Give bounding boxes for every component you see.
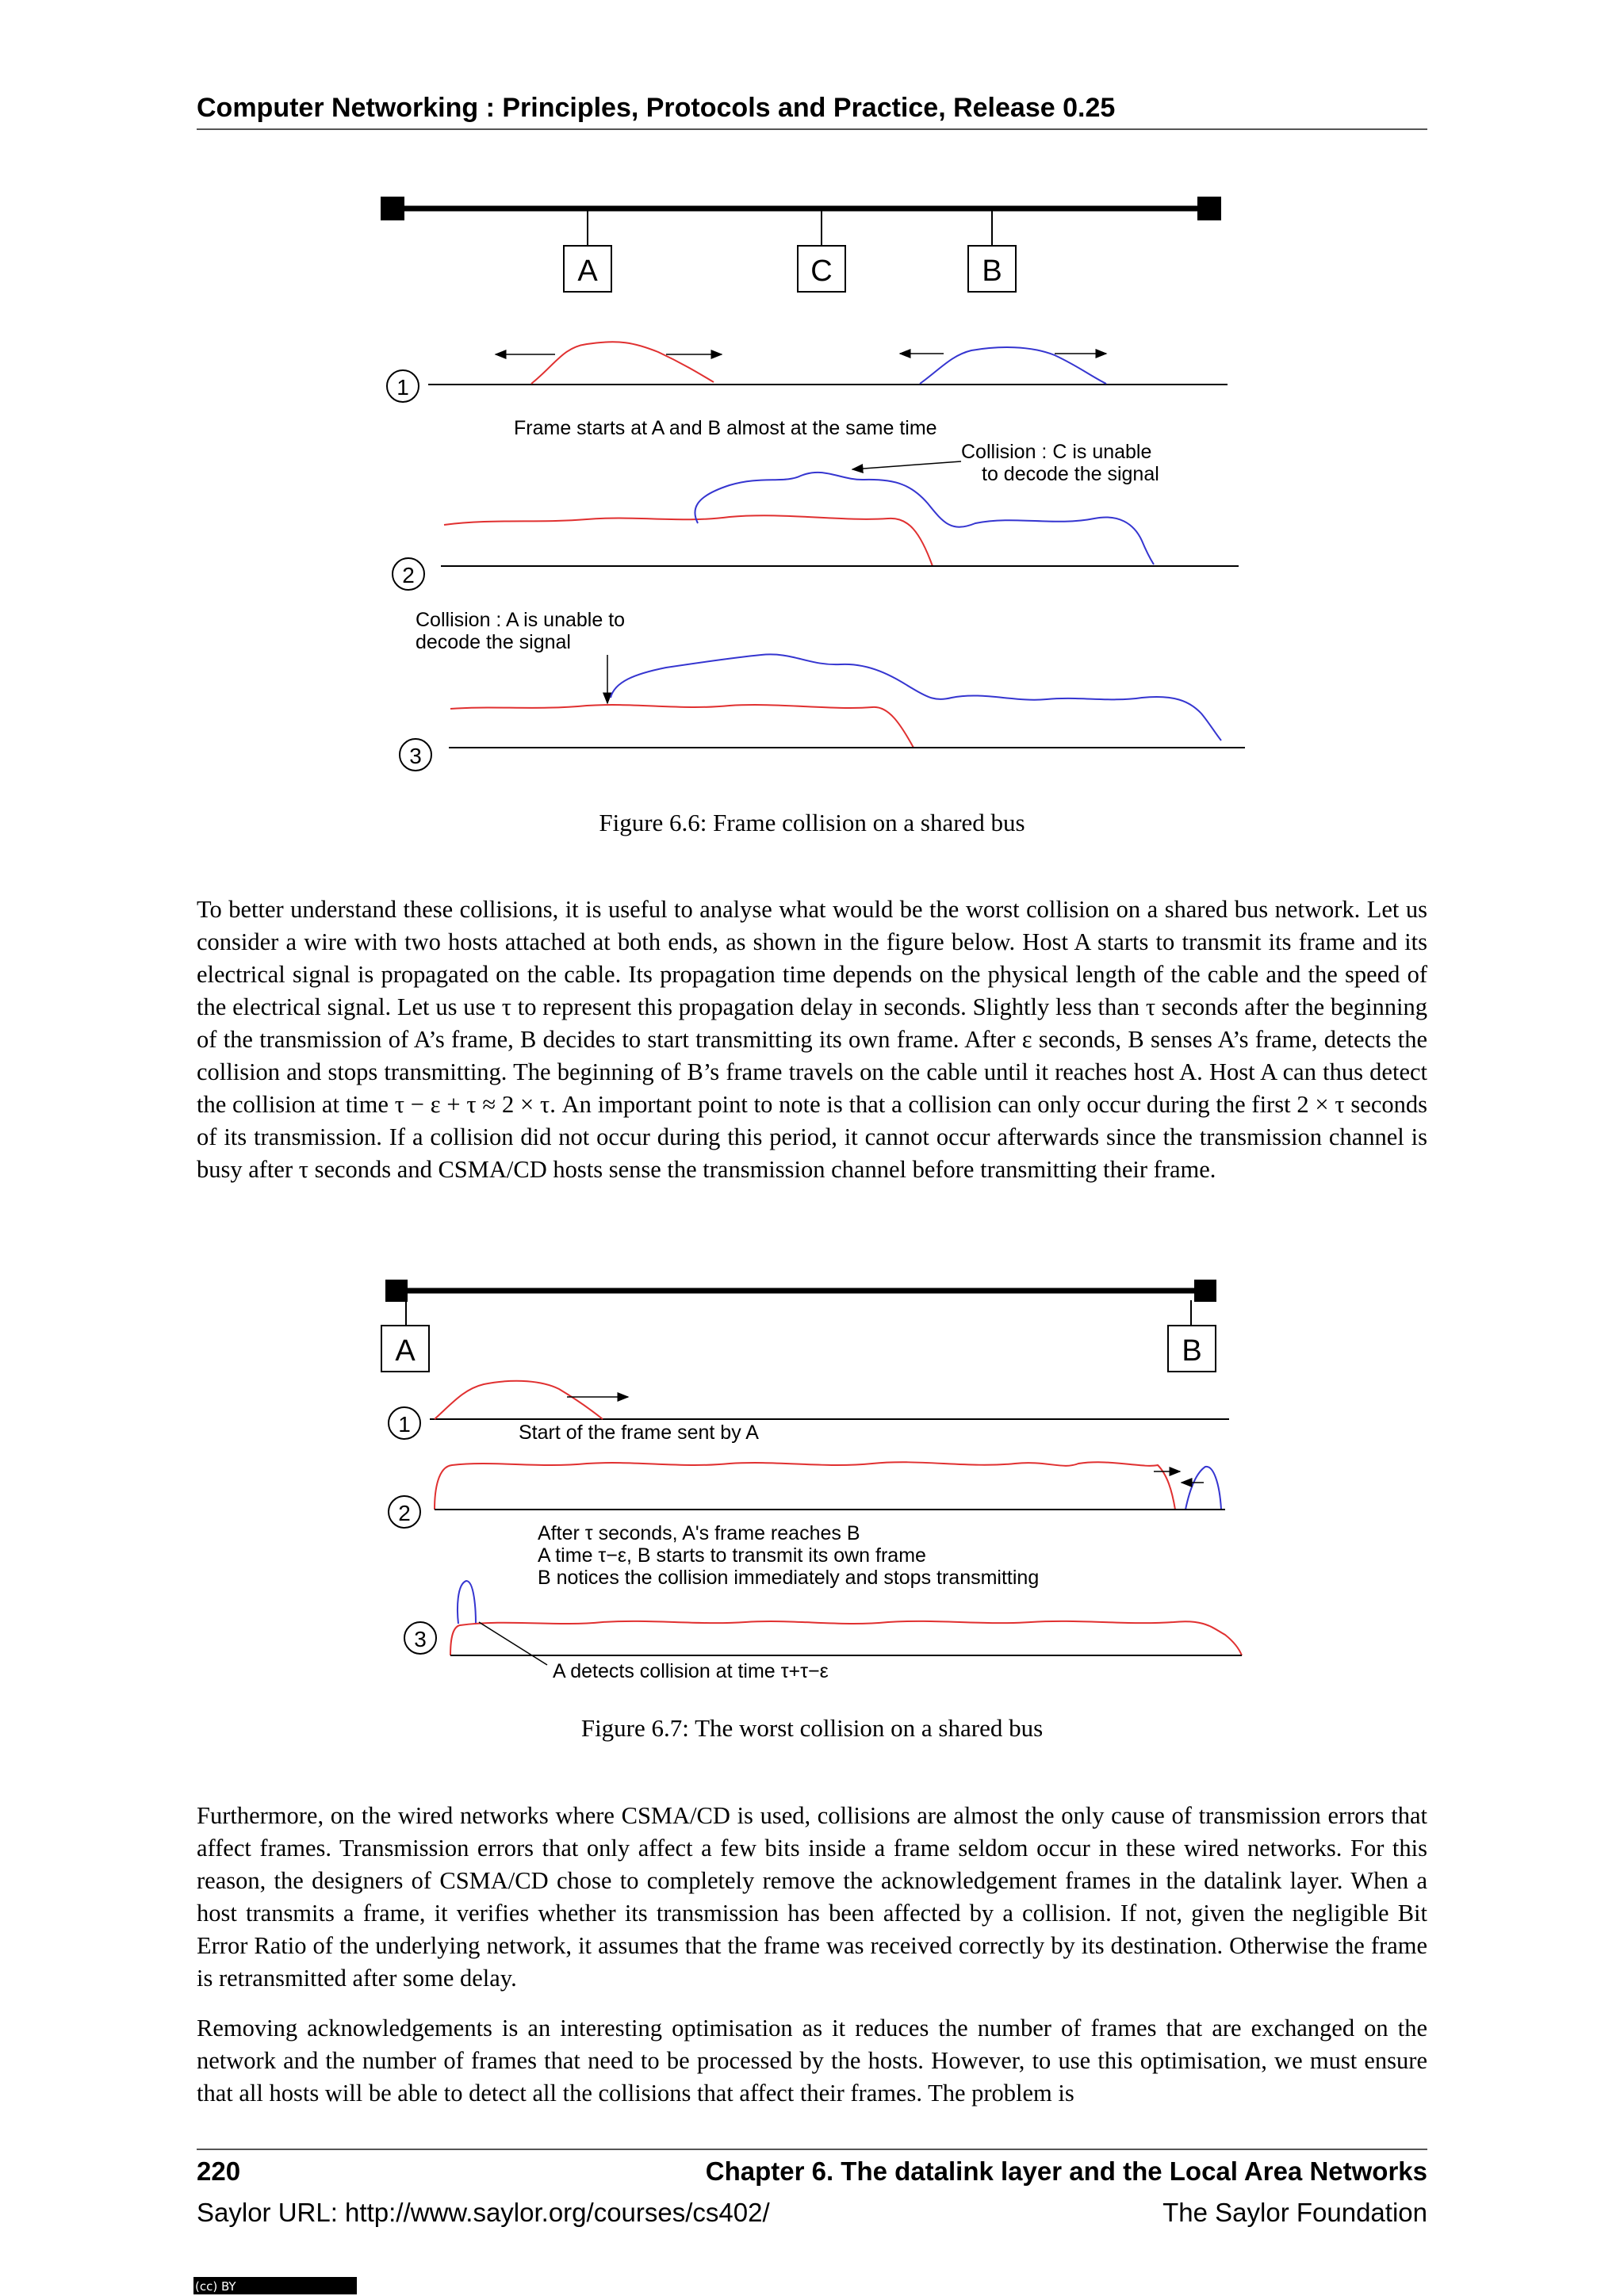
bus-terminator-left bbox=[381, 197, 404, 220]
host-c-label: C bbox=[810, 254, 833, 288]
chapter-title: Chapter 6. The datalink layer and the Local Area Networks bbox=[705, 2156, 1427, 2186]
host-a-box bbox=[564, 246, 611, 292]
footer-rule bbox=[197, 2149, 1427, 2150]
host-b-box bbox=[968, 246, 1016, 292]
saylor-url[interactable]: Saylor URL: http://www.saylor.org/courses/cs402/ bbox=[197, 2198, 770, 2227]
host-b-box-2 bbox=[1168, 1326, 1216, 1372]
label-a-unable-1: Collision : A is unable to bbox=[416, 609, 626, 631]
step-1 bbox=[387, 342, 1228, 439]
host-a-label: A bbox=[577, 254, 598, 288]
svg-text:3: 3 bbox=[414, 1627, 427, 1651]
figure-6-6-caption: Figure 6.6: Frame collision on a shared bus bbox=[599, 809, 1025, 836]
svg-text:2: 2 bbox=[402, 563, 415, 587]
step-2-b bbox=[389, 1462, 1225, 1589]
shared-bus-2 bbox=[385, 1280, 1216, 1326]
bus-terminator-right bbox=[1194, 1280, 1216, 1302]
label-b-notices: B notices the collision immediately and stops transmitting bbox=[538, 1567, 1040, 1589]
cc-license-badge[interactable] bbox=[193, 2277, 357, 2294]
frame-b-pulse bbox=[920, 347, 1106, 384]
label-c-unable-1: Collision : C is unable bbox=[961, 441, 1152, 463]
step-3 bbox=[400, 609, 1245, 771]
label-b-starts: A time τ−ε, B starts to transmit its own frame bbox=[538, 1544, 926, 1567]
label-c-unable-2: to decode the signal bbox=[982, 463, 1159, 485]
frame-a-start bbox=[435, 1381, 603, 1419]
frame-b-signal bbox=[695, 473, 1154, 564]
figure-6-7-caption: Figure 6.7: The worst collision on a shared bus bbox=[580, 1714, 1044, 1742]
frame-a-pulse bbox=[531, 342, 714, 384]
frame-a-signal-3 bbox=[450, 705, 914, 748]
frame-b-signal-3 bbox=[611, 654, 1221, 740]
cc-by-icon: (cc) BY bbox=[195, 2279, 236, 2294]
figure-worst-collision bbox=[0, 1269, 1624, 1681]
svg-text:A: A bbox=[395, 1334, 416, 1368]
svg-text:B: B bbox=[1182, 1334, 1202, 1368]
paragraph-removing-acks: Removing acknowledgements is an interesting optimisation as it reduces the number of frames that are exchanged on the network and the number of frames that need to be processed by the hosts. However, to use this optimisation, we must ensure that all hosts will be able to detect all the collisions that affect their frames. The problem is bbox=[197, 2015, 1427, 2107]
bus-terminator-right bbox=[1197, 197, 1221, 220]
saylor-foundation: The Saylor Foundation bbox=[1162, 2198, 1427, 2227]
frame-a-signal bbox=[444, 515, 933, 566]
label-start-frame: Start of the frame sent by A bbox=[519, 1422, 759, 1444]
label-a-detects: A detects collision at time τ+τ−ε bbox=[553, 1660, 829, 1681]
frame-a-full bbox=[435, 1462, 1175, 1510]
running-header: Computer Networking : Principles, Protocols and Practice, Release 0.25 bbox=[197, 93, 1116, 123]
svg-text:3: 3 bbox=[409, 744, 422, 768]
label-a-unable-2: decode the signal bbox=[416, 631, 571, 653]
host-a-box-2 bbox=[381, 1326, 429, 1372]
page-number: 220 bbox=[197, 2156, 241, 2186]
paragraph-csma-cd-errors: Furthermore, on the wired networks where CSMA/CD is used, collisions are almost the only cause of transmission errors that affect frames. Transmission errors that only affect a few bits inside a frame seldom occur in these wired networks. For this reason, the designers of CSMA/CD chose to completely remove the acknowledgement frames in the datalink layer. When a host transmits a frame, it verifies whether its transmission has been affected by a collision. If not, given the negligible Bit Error Ratio of the underlying network, it assumes that the frame was received correctly by its destination. Otherwise the frame is retransmitted after some delay. bbox=[197, 1802, 1427, 1992]
svg-text:1: 1 bbox=[398, 1412, 411, 1437]
host-b-label: B bbox=[982, 254, 1002, 288]
bus-terminator-left bbox=[385, 1280, 408, 1302]
paragraph-worst-collision: To better understand these collisions, it is useful to analyse what would be the worst collision on a shared bus network. Let us consider a wire with two hosts attached at both ends, as shown in the figure below. Host A starts to transmit its frame and its electrical signal is propagated on the cable. Its propagation time depends on the physical length of the cable and the speed of the electrical signal. Let us use τ to represent this propagation delay in seconds. Slightly less than τ seconds after the beginning of the transmission of A’s frame, B decides to start transmitting its own frame. After ε seconds, B senses A’s frame, detects the collision and stops transmitting. The beginning of B’s frame travels on the cable until it reaches host A. Host A can thus detect the collision at time τ − ε + τ ≈ 2 × τ. An important point to note is that a collision can only occur during the first 2 × τ seconds of its transmission. If a collision did not occur during this period, it cannot occur afterwards since the transmission channel is busy after τ seconds and CSMA/CD hosts sense the transmission channel before transmitting their frame. bbox=[197, 896, 1427, 1183]
frame-b-short bbox=[1185, 1467, 1221, 1510]
step-2 bbox=[393, 441, 1239, 590]
svg-text:2: 2 bbox=[398, 1501, 411, 1525]
figure-frame-collision bbox=[0, 174, 1624, 809]
svg-text:1: 1 bbox=[396, 375, 409, 400]
shared-bus bbox=[381, 197, 1221, 246]
frame-a-collided bbox=[450, 1621, 1242, 1655]
step-3-b bbox=[404, 1581, 1242, 1681]
label-frame-start: Frame starts at A and B almost at the same time bbox=[514, 417, 937, 439]
step-1-b bbox=[389, 1381, 1229, 1444]
host-c-box bbox=[798, 246, 845, 292]
header-rule bbox=[197, 128, 1427, 130]
label-after-tau: After τ seconds, A's frame reaches B bbox=[538, 1522, 860, 1544]
frame-b-reaches-a bbox=[458, 1581, 476, 1624]
